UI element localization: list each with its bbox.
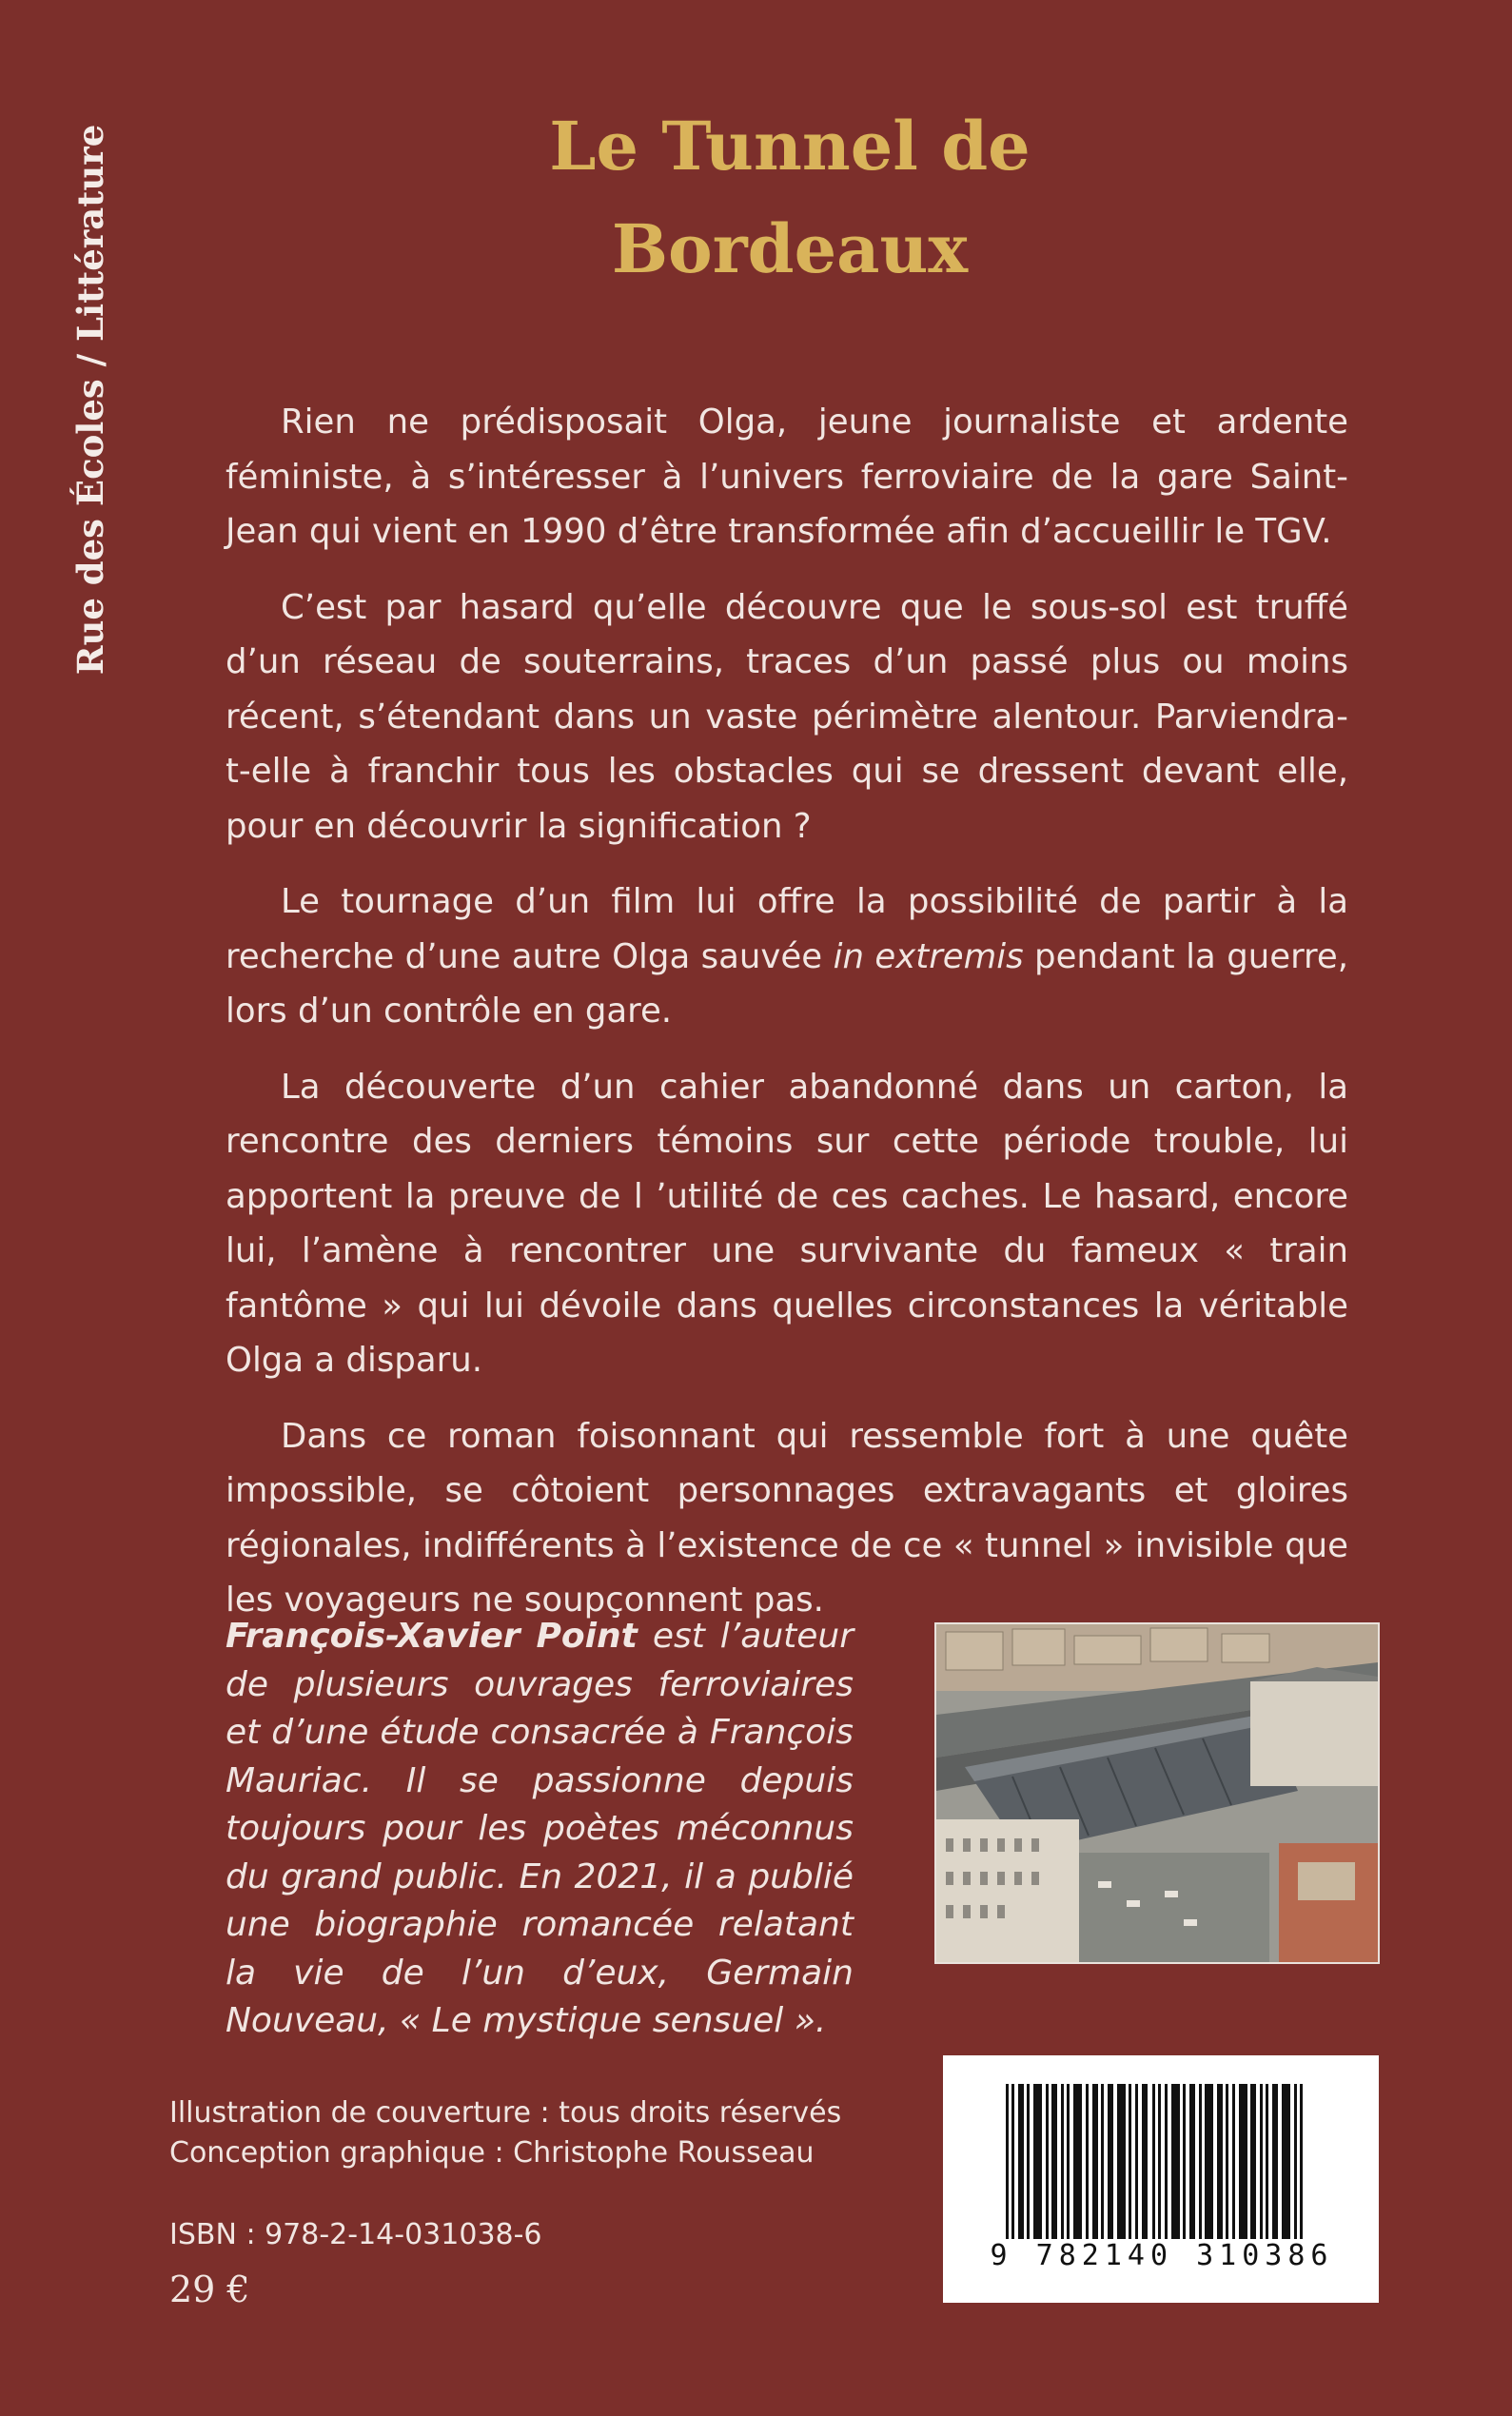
spine-label — [62, 109, 119, 690]
price: 29 € — [169, 2269, 250, 2310]
illustration-credit: Illustration de couverture : tous droits réservés — [169, 2096, 842, 2130]
title-line-1: Le Tunnel de — [549, 107, 1031, 186]
barcode-number: 9 782140 310386 — [972, 2239, 1352, 2272]
blurb-paragraph-3 — [226, 874, 1348, 1039]
blurb-p3-italic: in extremis — [833, 936, 1024, 976]
credits — [169, 2093, 854, 2173]
book-blurb — [226, 395, 1348, 1649]
design-credit: Conception graphique : Christophe Rousseau — [169, 2136, 815, 2170]
station-aerial-photo — [934, 1622, 1380, 1964]
blurb-paragraph-5: Dans ce roman foisonnant qui ressemble fort à une quête impossible, se côtoient personnages extravagants et gloires régionales, indifférents à l’existence de ce « tunnel » invisible que les voyageurs ne soupçonnent pas. — [226, 1416, 1348, 1620]
barcode — [943, 2055, 1379, 2303]
blurb-p3-start: Le tournage d’un film lui offre la possibilité de partir à la recherche d’une autre Olga sauvée — [226, 882, 1348, 976]
author-name: François-Xavier Point — [226, 1617, 638, 1656]
title-line-2: Bordeaux — [611, 209, 969, 288]
station-photo-illustration — [936, 1624, 1378, 1962]
book-title — [409, 95, 1170, 301]
blurb-paragraph-4: La découverte d’un cahier abandonné dans un carton, la rencontre des derniers témoins sur cette période trouble, lui apportent la preuve de l ’utilité de ces caches. Le hasard, encore lui, l’amène à rencontrer une survivante du fameux « train fantôme » qui lui dévoile dans quelles circonstances la véritable Olga a disparu. — [226, 1067, 1348, 1380]
author-bio — [226, 1613, 854, 2046]
blurb-paragraph-2: C’est par hasard qu’elle découvre que le sous-sol est truffé d’un réseau de souterrains, traces d’un passé plus ou moins récent, s’étendant dans un vaste périmètre alentour. Parviendra-t-elle à franchir tous les obstacles qui se dressent devant elle, pour en découvrir la signification ? — [226, 587, 1348, 846]
bio-paragraph — [226, 1613, 854, 2046]
isbn: ISBN : 978-2-14-031038-6 — [169, 2218, 542, 2251]
blurb-paragraph-1: Rien ne prédisposait Olga, jeune journaliste et ardente féministe, à s’intéresser à l’univers ferroviaire de la gare Saint-Jean qui vient en 1990 d’être transformée afin d’accueillir le TGV. — [226, 403, 1348, 551]
blurb-p3-end: pendant la guerre, lors d’un contrôle en gare. — [226, 936, 1348, 1031]
bio-text: est l’auteur de plusieurs ouvrages ferroviaires et d’une étude consacrée à François Mauriac. Il se passionne depuis toujours pour les poètes méconnus du grand public. En 2021, il a publié une biographie romancée relatant la vie de l’un d’eux, Germain Nouveau, « Le mystique sensuel ». — [226, 1617, 854, 2040]
collection-name: Rue des Écoles / Littérature — [69, 124, 111, 676]
